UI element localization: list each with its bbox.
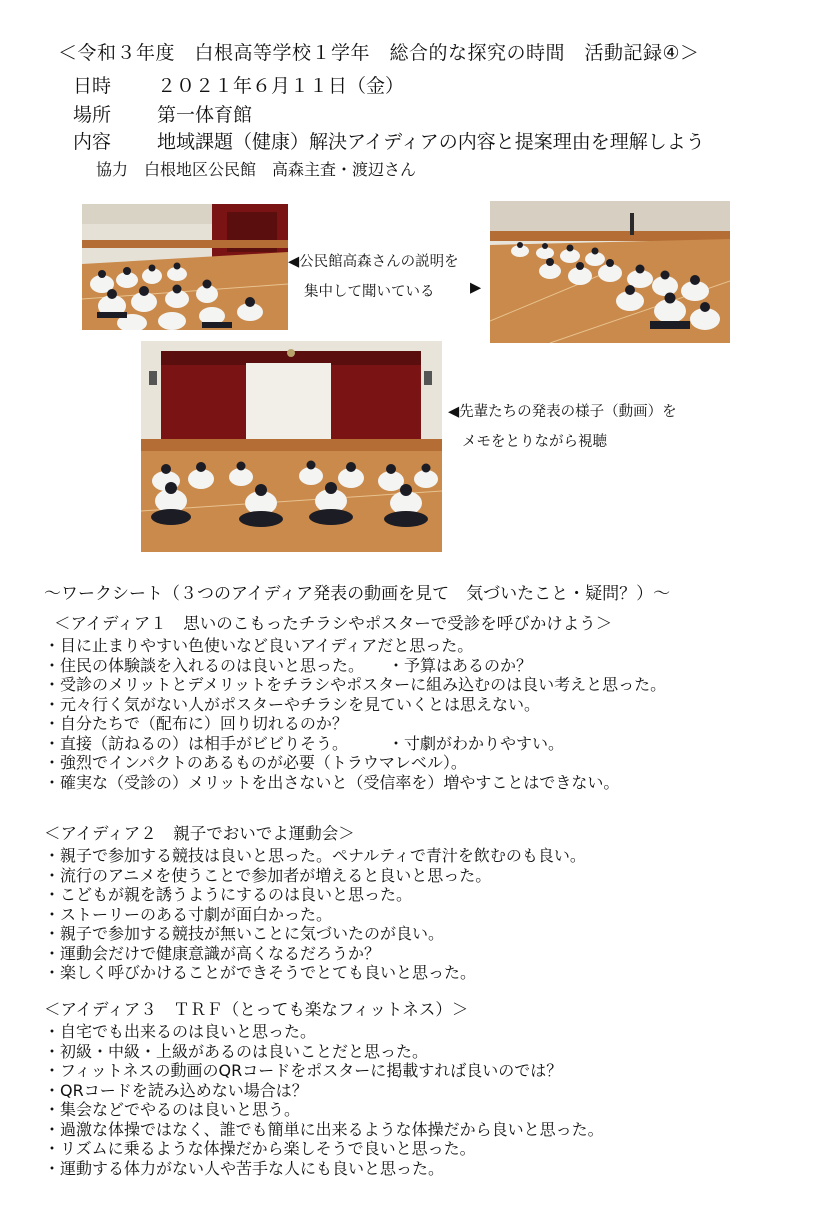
idea-1-section [44,610,666,792]
list-item: ・自分たちで（配布に）回り切れるのか？ [44,714,348,733]
photo-students-listening-left [82,204,288,330]
list-item: ・親子で参加する競技が無いことに気づいたのが良い。 [44,924,445,943]
list-item: ・住民の体験談を入れるのは良いと思った。 ・予算はあるのか？ [44,655,533,675]
list-item: ・リズムに乗るような体操だから楽しそうで良いと思った。 [44,1139,476,1158]
photo-caption-2a: ◀先輩たちの発表の様子（動画）を [448,404,677,420]
list-item: ・集会などでやるのは良いと思う。 [44,1100,301,1119]
list-item: ・流行のアニメを使うことで参加者が増えると良いと思った。 [44,865,492,885]
list-item: ・楽しく呼びかけることができそうでとても良いと思った。 [44,963,477,982]
list-item: ・確実な（受診の）メリットを出さないと（受信率を）増やすことはできない。 [44,772,620,792]
idea-1-title: ＜アイディア１ 思いのこもったチラシやポスターで受診を呼びかけよう＞ [54,614,613,633]
place-value: 第一体育館 [157,104,253,126]
photo-caption-1a: ◀公民館高森さんの説明を [288,254,459,270]
content-label: 内容 [73,131,112,153]
photo-students-listening-right [490,201,730,343]
photo-caption-1b: 集中して聞いている [304,284,435,300]
list-item: ・フィットネスの動画のQRコードをポスターに掲載すれば良いのでは？ [44,1061,563,1080]
content-value: 地域課題（健康）解決アイディアの内容と提案理由を理解しよう [157,131,705,153]
date-label: 日時 [73,75,112,97]
list-item: ・QRコードを読み込めない場合は？ [44,1080,308,1100]
cooperation-line: 協力 白根地区公民館 高森主査・渡辺さん [96,160,417,179]
list-item: ・直接（訪ねるの）は相手がビビりそう。 ・寸劇がわかりやすい。 [44,733,565,753]
idea-3-title: ＜アイディア３ ＴＲＦ（とっても楽なフィットネス）＞ [44,1000,469,1019]
list-item: ・親子で参加する競技は良いと思った。ペナルティで青汁を飲むのも良い。 [44,846,586,865]
idea-3-section [44,996,604,1178]
list-item: ・初級・中級・上級があるのは良いことだと思った。 [44,1041,429,1061]
list-item: ・過激な体操ではなく、誰でも簡単に出来るような体操だから良いと思った。 [44,1119,604,1139]
list-item: ・運動会だけで健康意識が高くなるだろうか？ [44,943,381,963]
page-title: ＜令和３年度 白根高等学校１学年 総合的な探究の時間 活動記録④＞ [58,42,700,64]
worksheet-heading: 〜ワークシート（３つのアイディア発表の動画を見て 気づいたこと・疑問？）〜 [44,584,671,604]
idea-2-title: ＜アイディア２ 親子でおいでよ運動会＞ [44,824,355,843]
photo-caption-2b: メモをとりながら視聴 [462,434,607,450]
date-value: ２０２１年６月１１日（金） [157,75,405,97]
idea-2-section [44,820,586,983]
list-item: ・受診のメリットとデメリットをチラシやポスターに組み込むのは良い考えと思った。 [44,675,667,694]
right-arrow-icon: ▶ [470,280,482,296]
place-label: 場所 [73,104,112,126]
list-item: ・元々行く気がない人がポスターやチラシを見ていくとは思えない。 [44,694,541,714]
list-item: ・こどもが親を誘うようにするのは良いと思った。 [44,885,413,904]
photo-video-viewing [141,341,442,552]
list-item: ・ストーリーのある寸劇が面白かった。 [44,904,333,924]
list-item: ・運動する体力がない人や苦手な人にも良いと思った。 [44,1158,445,1178]
list-item: ・強烈でインパクトのあるものが必要（トラウマレベル）。 [44,753,467,772]
list-item: ・自宅でも出来るのは良いと思った。 [44,1022,317,1041]
list-item: ・目に止まりやすい色使いなど良いアイディアだと思った。 [44,636,474,655]
